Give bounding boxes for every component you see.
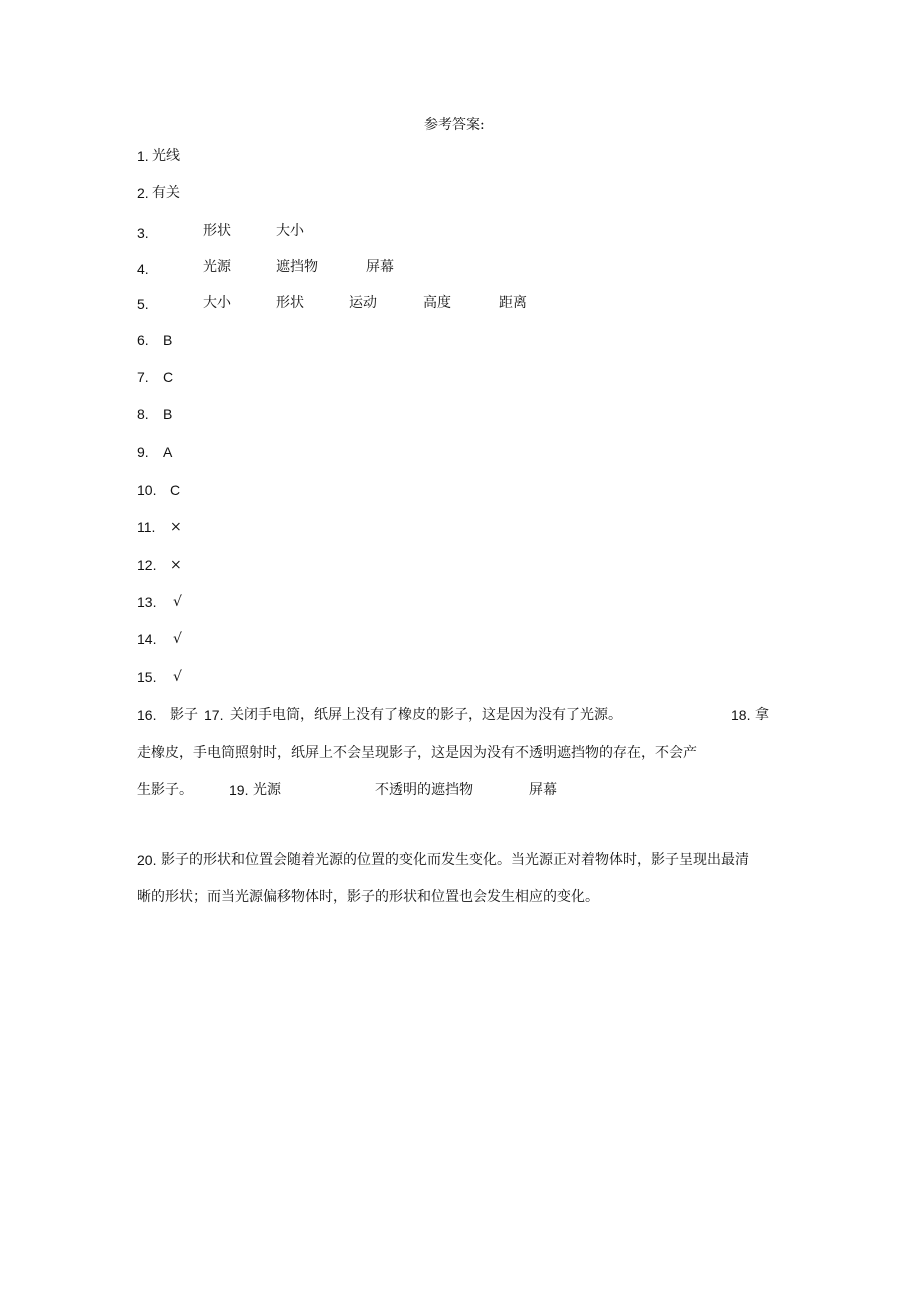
answer-18-number: 18.	[731, 707, 751, 723]
answer-5-blank-5: 距离	[499, 295, 527, 311]
answer-19-blank-1: 光源	[253, 782, 281, 798]
answer-15-text: √	[173, 669, 182, 685]
answer-7-number: 7.	[137, 369, 149, 385]
answer-17-text: 关闭手电筒，纸屏上没有了橡皮的影子，这是因为没有了光源。	[230, 707, 622, 723]
answer-20-line-1: 影子的形状和位置会随着光源的位置的变化而发生变化。当光源正对着物体时，影子呈现出最清	[161, 852, 749, 868]
answer-4-blank-1: 光源	[203, 259, 231, 275]
answer-18-line-3: 生影子。	[137, 782, 193, 798]
answer-16-text: 影子	[170, 707, 198, 723]
answer-4-number: 4.	[137, 261, 149, 277]
answer-19-blank-2: 不透明的遮挡物	[375, 782, 473, 798]
answer-17-number: 17.	[204, 707, 224, 723]
answer-5-blank-4: 高度	[423, 295, 451, 311]
answer-5-blank-3: 运动	[349, 295, 377, 311]
answer-4-blank-2: 遮挡物	[276, 259, 318, 275]
answer-20-number: 20.	[137, 852, 157, 868]
answer-1-number: 1.	[137, 148, 149, 164]
answer-18-line-2: 走橡皮，手电筒照射时，纸屏上不会呈现影子，这是因为没有不透明遮挡物的存在，不会产	[137, 745, 697, 761]
page-title: 参考答案:	[424, 117, 485, 133]
answer-5-number: 5.	[137, 296, 149, 312]
answer-6-text: B	[163, 332, 173, 348]
answer-9-text: A	[163, 444, 173, 460]
answer-10-number: 10.	[137, 482, 157, 498]
answer-3-number: 3.	[137, 225, 149, 241]
answer-19-number: 19.	[229, 782, 249, 798]
answer-2-text: 有关	[152, 185, 180, 201]
answer-12-number: 12.	[137, 557, 157, 573]
answer-9-number: 9.	[137, 444, 149, 460]
answer-8-text: B	[163, 406, 173, 422]
answer-12-text: ×	[170, 557, 182, 573]
answer-14-text: √	[173, 631, 182, 647]
answer-5-blank-2: 形状	[276, 295, 304, 311]
answer-11-number: 11.	[137, 519, 156, 535]
answer-8-number: 8.	[137, 406, 149, 422]
answer-13-number: 13.	[137, 594, 157, 610]
answer-4-blank-3: 屏幕	[366, 259, 394, 275]
answer-3-blank-1: 形状	[203, 223, 231, 239]
answer-20-line-2: 晰的形状；而当光源偏移物体时，影子的形状和位置也会发生相应的变化。	[137, 889, 599, 905]
answer-16-number: 16.	[137, 707, 157, 723]
answer-7-text: C	[163, 369, 174, 385]
answer-13-text: √	[173, 594, 182, 610]
answer-19-blank-3: 屏幕	[529, 782, 557, 798]
answer-1-text: 光线	[152, 148, 180, 164]
answer-18-text-start: 拿	[755, 707, 769, 723]
answer-10-text: C	[170, 482, 181, 498]
answer-6-number: 6.	[137, 332, 149, 348]
answer-14-number: 14.	[137, 631, 157, 647]
answer-5-blank-1: 大小	[203, 295, 231, 311]
answer-11-text: ×	[170, 519, 182, 535]
answer-3-blank-2: 大小	[276, 223, 304, 239]
answer-2-number: 2.	[137, 185, 149, 201]
answer-15-number: 15.	[137, 669, 157, 685]
